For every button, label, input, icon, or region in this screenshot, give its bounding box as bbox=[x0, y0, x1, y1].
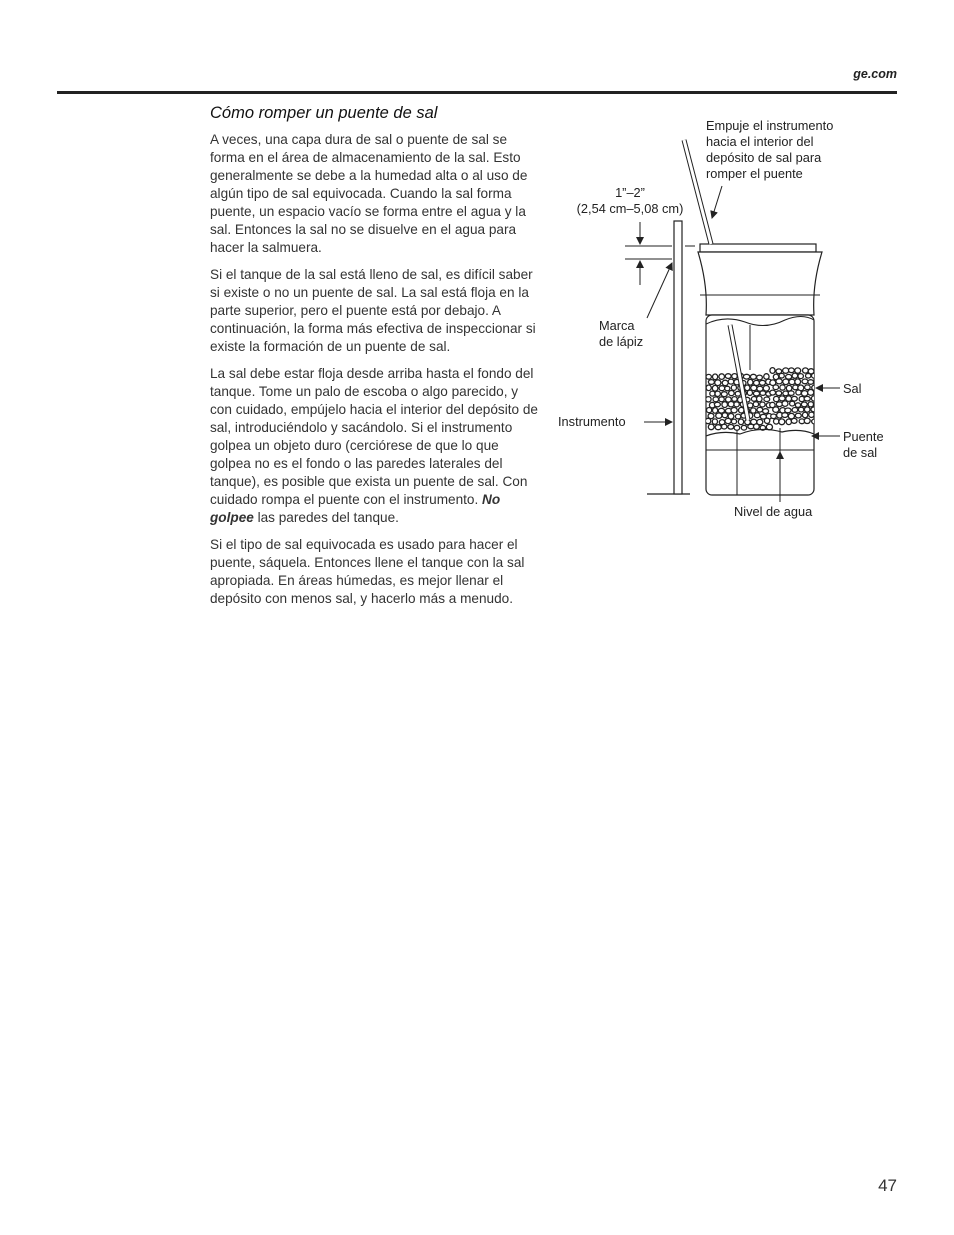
salt-pellet bbox=[712, 419, 717, 424]
salt-pellet bbox=[771, 414, 777, 419]
dimension-label bbox=[560, 185, 700, 217]
section-content bbox=[210, 104, 542, 617]
salt-pellet bbox=[786, 419, 791, 425]
salt-pellet bbox=[798, 374, 803, 379]
section-title: Cómo romper un puente de sal bbox=[210, 104, 438, 122]
dimension-label-inches: 1”–2” bbox=[615, 185, 645, 200]
salt-pellet bbox=[719, 397, 724, 402]
salt-pellet bbox=[747, 390, 752, 395]
salt-pellet bbox=[715, 391, 720, 396]
salt-pellet bbox=[729, 391, 735, 396]
salt-bridge-diagram bbox=[550, 110, 900, 530]
bridge-label-line-1: Puente bbox=[843, 429, 884, 444]
salt-pellet bbox=[779, 396, 785, 401]
salt-pellet bbox=[715, 380, 721, 386]
salt-pellet bbox=[750, 374, 756, 379]
salt-pellet bbox=[731, 419, 736, 424]
salt-pellet bbox=[792, 408, 798, 413]
salt-pellet bbox=[722, 402, 728, 408]
salt-pellet bbox=[808, 380, 814, 385]
salt-pellet bbox=[754, 413, 760, 418]
salt-pellet bbox=[782, 401, 788, 407]
salt-pellet bbox=[731, 385, 736, 390]
salt-pellet bbox=[806, 374, 811, 379]
salt-pellet bbox=[801, 402, 807, 407]
salt-pellet bbox=[719, 374, 725, 380]
push-label-line-4: romper el puente bbox=[706, 166, 803, 181]
paragraph-3 bbox=[210, 365, 542, 527]
paragraph-2: Si el tanque de la sal está lleno de sal, es difícil saber si existe o no un puente de sal. La sal está floja en la parte superior, pero el puente está por debajo. A continuación, la forma más efectiva de inspeccionar si existe la formación de un puente de sal. bbox=[210, 267, 536, 354]
salt-pellet bbox=[764, 397, 770, 402]
salt-pellet bbox=[804, 407, 810, 412]
salt-pellet bbox=[716, 413, 722, 418]
salt-pellets bbox=[705, 368, 818, 431]
salt-pellet bbox=[722, 380, 728, 385]
salt-pellet bbox=[801, 391, 807, 397]
salt-pellet bbox=[783, 379, 789, 385]
salt-pellet bbox=[792, 396, 798, 401]
salt-pellet bbox=[757, 407, 763, 412]
salt-pellet bbox=[731, 408, 737, 413]
salt-pellet bbox=[804, 396, 810, 401]
salt-pellet bbox=[791, 418, 797, 423]
salt-pellet bbox=[811, 396, 816, 401]
salt-pellet bbox=[722, 424, 727, 429]
salt-pellet bbox=[707, 408, 712, 413]
salt-pellet bbox=[773, 385, 779, 390]
pencil-label-line-1: Marca bbox=[599, 318, 635, 333]
push-label-line-3: depósito de sal para bbox=[706, 150, 822, 165]
salt-pellet bbox=[805, 385, 811, 390]
salt-pellet bbox=[809, 412, 814, 417]
salt-pellet bbox=[795, 379, 801, 385]
salt-pellet bbox=[763, 386, 769, 392]
salt-pellet bbox=[706, 397, 711, 402]
salt-pellet bbox=[795, 413, 801, 418]
salt-pellet bbox=[773, 407, 779, 413]
salt-pellet bbox=[770, 368, 775, 374]
salt-pellet bbox=[808, 390, 814, 396]
salt-pellet bbox=[728, 425, 734, 430]
salt-pellet bbox=[743, 374, 749, 379]
instrument-label: Instrumento bbox=[558, 414, 626, 429]
salt-pellet bbox=[780, 385, 785, 390]
salt-pellet bbox=[754, 424, 760, 429]
salt-pellet bbox=[792, 373, 798, 378]
water-level-label: Nivel de agua bbox=[734, 504, 813, 519]
push-label-line-2: hacia el interior del bbox=[706, 134, 814, 149]
salt-pellet bbox=[796, 390, 801, 395]
salt-pellet bbox=[712, 385, 718, 391]
salt-pellet bbox=[774, 419, 779, 424]
pencil-label-line-2: de lápiz bbox=[599, 334, 644, 349]
salt-pellet bbox=[757, 396, 763, 402]
salt-pellet bbox=[728, 379, 734, 384]
salt-pellet bbox=[804, 418, 810, 423]
salt-pellet bbox=[706, 374, 711, 379]
paragraph-1: A veces, una capa dura de sal o puente de sal se forma en el área de almacenamiento de la sal. Esto generalmente se debe a la humedad alta o al uso de algún tipo de sal equivocada. Cuando la sal forma puente, un espacio vacío se forma entre el agua y la sal. Entonces la sal no se disuelve en el agua para hacer la salmuera. bbox=[210, 132, 528, 255]
salt-pellet bbox=[708, 424, 714, 430]
salt-pellet bbox=[735, 391, 740, 396]
salt-pellet bbox=[798, 407, 803, 412]
salt-pellet bbox=[706, 385, 711, 391]
salt-pellet bbox=[732, 397, 737, 402]
bridge-label-line-2: de sal bbox=[843, 445, 878, 460]
salt-pellet bbox=[713, 408, 718, 414]
salt-pellet bbox=[725, 386, 730, 391]
salt-pellet bbox=[776, 379, 782, 384]
salt-pellet bbox=[753, 391, 759, 396]
salt-pellet bbox=[735, 414, 740, 419]
dimension-label-cm: (2,54 cm–5,08 cm) bbox=[576, 201, 684, 216]
salt-pellet bbox=[734, 402, 739, 407]
salt-pellet bbox=[741, 425, 746, 430]
salt-pellet bbox=[808, 402, 813, 407]
site-url: ge.com bbox=[853, 67, 897, 81]
salt-pellet bbox=[776, 391, 782, 396]
paragraph-3-tail: las paredes del tanque. bbox=[253, 510, 399, 525]
salt-pellet bbox=[770, 390, 776, 395]
salt-pellet bbox=[760, 402, 765, 407]
salt-pellet bbox=[713, 397, 719, 402]
salt-pellet bbox=[790, 401, 795, 406]
push-label-line-1: Empuje el instrumento bbox=[706, 118, 834, 133]
salt-pellet bbox=[728, 402, 734, 407]
salt-pellet bbox=[713, 374, 718, 380]
salt-pellet bbox=[757, 375, 763, 380]
salt-bridge-label bbox=[843, 429, 884, 461]
salt-pellet bbox=[715, 425, 721, 430]
salt-pellet bbox=[779, 419, 785, 425]
salt-pellet bbox=[789, 368, 795, 373]
page-number: 47 bbox=[878, 1176, 897, 1195]
pencil-mark-label bbox=[599, 318, 643, 350]
salt-pellet bbox=[779, 373, 784, 378]
salt-pellet bbox=[759, 380, 765, 385]
salt-pellet bbox=[734, 425, 740, 430]
salt-pellet bbox=[721, 392, 727, 397]
salt-pellet bbox=[705, 418, 710, 423]
salt-pellet bbox=[753, 402, 758, 407]
warning-emphasis: No golpee bbox=[210, 492, 501, 525]
salt-pellet bbox=[714, 402, 720, 407]
salt-pellet bbox=[764, 418, 769, 423]
salt-pellet bbox=[748, 403, 753, 408]
salt-pellet bbox=[802, 412, 807, 418]
header-rule bbox=[57, 91, 897, 94]
salt-pellet bbox=[782, 413, 788, 418]
salt-pellet bbox=[760, 391, 766, 396]
salt-pellet bbox=[725, 374, 731, 379]
salt-pellet bbox=[725, 418, 731, 423]
push-instruction-label bbox=[706, 118, 833, 182]
salt-pellet bbox=[710, 391, 715, 396]
salt-pellet bbox=[719, 386, 725, 391]
salt-pellet bbox=[738, 419, 743, 425]
salt-label: Sal bbox=[843, 381, 862, 396]
salt-pellet bbox=[708, 380, 714, 385]
salt-pellet bbox=[802, 379, 808, 384]
salt-pellet bbox=[774, 396, 780, 401]
salt-pellet bbox=[748, 379, 753, 385]
salt-pellet bbox=[811, 407, 817, 412]
salt-pellet bbox=[785, 408, 791, 413]
salt-pellet bbox=[763, 409, 769, 414]
paragraph-3-body: La sal debe estar floja desde arriba hasta el fondo del tanque. Tome un palo de escoba o algo parecido, y con cuidado, empújelo hacia el interior del depósito de sal, introduciéndolo y sacándolo. Si el instrumento golpea un objeto duro (cerciórese de que lo que golpea no es el fondo o las paredes laterales del tanque), es posible que exista un puente de sal. Con cuidado rompa el puente con el instrumento. bbox=[210, 366, 538, 507]
paragraph-4: Si el tipo de sal equivocada es usado para hacer el puente, sáquela. Entonces llene el tanque con la sal apropiada. En áreas húmedas, es mejor llenar el depósito con menos sal, y hacerlo más a menudo. bbox=[210, 537, 525, 606]
salt-pellet bbox=[788, 391, 794, 396]
salt-pellet bbox=[803, 368, 809, 373]
salt-pellet bbox=[722, 413, 727, 418]
